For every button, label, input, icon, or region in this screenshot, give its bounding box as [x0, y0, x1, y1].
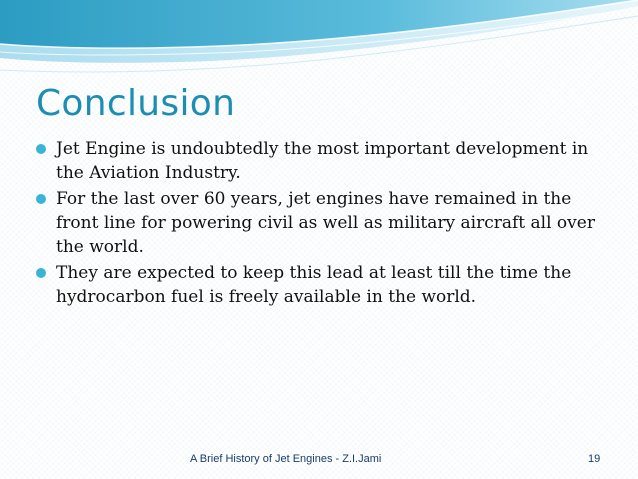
footer-title: A Brief History of Jet Engines - Z.I.Jami: [190, 453, 382, 465]
slide-title: Conclusion: [36, 83, 236, 124]
page-number: 19: [588, 453, 601, 465]
bullet-item: [36, 137, 608, 185]
bullet-text: They are expected to keep this lead at least till the time the hydrocarbon fuel is freely available in the world.: [56, 263, 572, 307]
bullet-dot-icon: [36, 194, 46, 204]
bullet-list: [36, 137, 608, 311]
bullet-text: Jet Engine is undoubtedly the most important development in the Aviation Industry.: [56, 139, 589, 183]
bullet-dot-icon: [36, 268, 46, 278]
bullet-item: [36, 187, 608, 259]
bullet-text: For the last over 60 years, jet engines have remained in the front line for powering civil as well as military aircraft all over the world.: [56, 189, 595, 257]
header-wave-decoration: [0, 0, 638, 80]
bullet-item: [36, 261, 608, 309]
bullet-dot-icon: [36, 144, 46, 154]
